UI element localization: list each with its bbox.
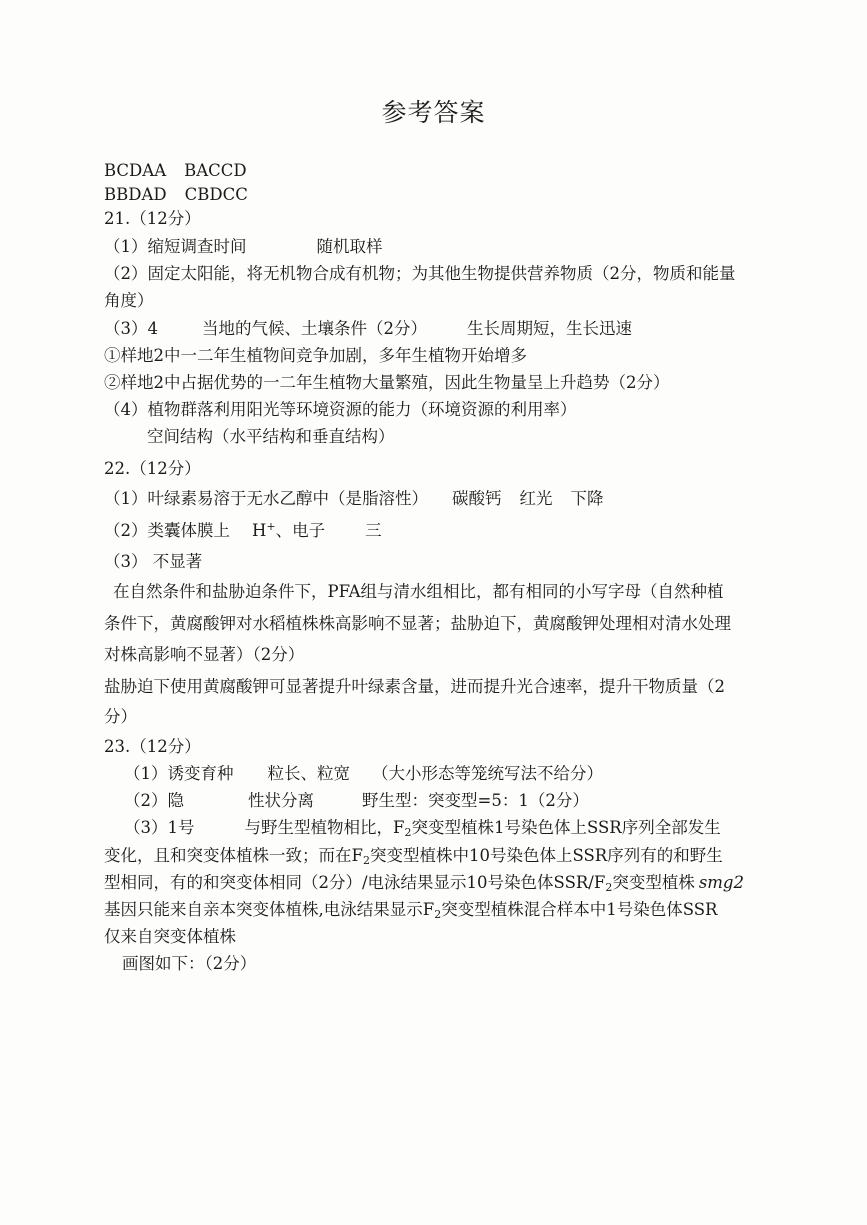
q21-part-3-answer-c: 生长周期短，生长迅速	[467, 319, 632, 338]
q23-part-3-answer-a: （3）1号	[124, 818, 195, 837]
q21-part-1-answer-a: （1）缩短调查时间	[104, 237, 247, 256]
q23-part-3-line-3: 型相同，有的和突变体相同（2分）/电泳结果显示10号染色体SSR/$F_2$突变型植株 smg2	[104, 873, 744, 894]
q21-part-3	[104, 318, 632, 340]
q22-part-2-answer-c: 三	[365, 521, 382, 540]
q22-text-line-1: 在自然条件和盐胁迫条件下，PFA组与清水组相比，都有相同的小写字母（自然种植	[113, 582, 724, 601]
q23-part-1	[124, 763, 603, 785]
q21-part-4-line-1: （4）植物群落利用阳光等环境资源的能力（环境资源的利用率）	[104, 400, 577, 419]
gene-name: smg2	[698, 873, 744, 892]
mc-answers-1-10b: BACCD	[184, 161, 247, 180]
q21-part-2-line-2: 角度）	[104, 291, 154, 310]
q22-part-1	[104, 488, 604, 510]
q21-part-1	[104, 236, 383, 258]
q21-part-2-line-1: （2）固定太阳能，将无机物合成有机物；为其他生物提供营养物质（2分，物质和能量	[104, 264, 736, 283]
mc-answers-11-20a: BBDAD	[104, 185, 167, 204]
q23-part-1-note: （大小形态等笼统写法不给分）	[372, 764, 603, 783]
q23-part-2-answer-a: （2）隐	[124, 791, 184, 810]
q23-part-3-line-2: 变化，且和突变体植株一致；而在$F_2$突变型植株中10号染色体上SSR序列有的和野生	[104, 846, 723, 867]
q22-part-2	[104, 520, 382, 542]
q23-part-2-answer-b: 性状分离	[248, 791, 314, 810]
q22-part-1-answer-c: 红光	[519, 489, 553, 508]
q21-circle-1: ①样地2中一二年生植物间竞争加剧，多年生植物开始增多	[104, 346, 527, 365]
q21-part-3-answer-a: （3）4	[104, 319, 158, 338]
q22-part-2-answer-a: （2）类囊体膜上	[104, 521, 230, 540]
q23-part-3-line-5: 仅来自突变体植株	[104, 927, 236, 946]
q21-heading: 21.（12分）	[104, 209, 201, 228]
q21-circle-2: ②样地2中占据优势的一二年生植物大量繁殖，因此生物量呈上升趋势（2分）	[104, 373, 670, 392]
mc-row-2	[104, 184, 248, 206]
mc-answers-1-10a: BCDAA	[104, 161, 167, 180]
q21-part-4-line-2: 空间结构（水平结构和垂直结构）	[147, 427, 395, 446]
q23-part-3-line-4: 基因只能来自亲本突变体植株,电泳结果显示$F_2$突变型植株混合样本中1号染色体SSR	[104, 900, 718, 921]
q23-part-2	[124, 790, 589, 812]
q23-part-3-line-1: （3）1号 与野生型植物相比，$F_2$突变型植株1号染色体上SSR序列全部发生	[124, 818, 721, 839]
q22-text-line-5: 分）	[104, 707, 137, 726]
q21-part-1-answer-b: 随机取样	[316, 237, 383, 256]
q21-part-3-answer-b: 当地的气候、土壤条件（2分）	[202, 319, 427, 338]
q23-part-2-answer-c: 野生型：突变型=5：1（2分）	[362, 791, 589, 810]
q23-part-1-answer-b: 粒长、粒宽	[267, 764, 350, 783]
q22-heading: 22.（12分）	[104, 459, 201, 478]
page-title: 参考答案	[381, 98, 486, 127]
q22-text-line-4: 盐胁迫下使用黄腐酸钾可显著提升叶绿素含量，进而提升光合速率，提升干物质量（2	[104, 677, 725, 696]
q22-part-3: （3） 不显著	[104, 552, 203, 571]
mc-answers-11-20b: CBDCC	[184, 185, 248, 204]
q23-drawing-note: 画图如下：（2分）	[122, 954, 257, 973]
q22-text-line-3: 对株高影响不显著）（2分）	[104, 645, 305, 664]
q22-part-1-answer-d: 下降	[570, 489, 604, 508]
q22-part-1-answer-a: （1）叶绿素易溶于无水乙醇中（是脂溶性）	[104, 489, 428, 508]
q22-part-2-answer-b: H+、电子	[252, 520, 326, 540]
q23-part-1-answer-a: （1）诱变育种	[124, 764, 234, 783]
q22-text-line-2: 条件下，黄腐酸钾对水稻植株株高影响不显著；盐胁迫下，黄腐酸钾处理相对清水处理	[104, 614, 731, 633]
q22-part-1-answer-b: 碳酸钙	[452, 489, 502, 508]
mc-row-1	[104, 160, 247, 182]
q23-heading: 23.（12分）	[104, 737, 201, 756]
